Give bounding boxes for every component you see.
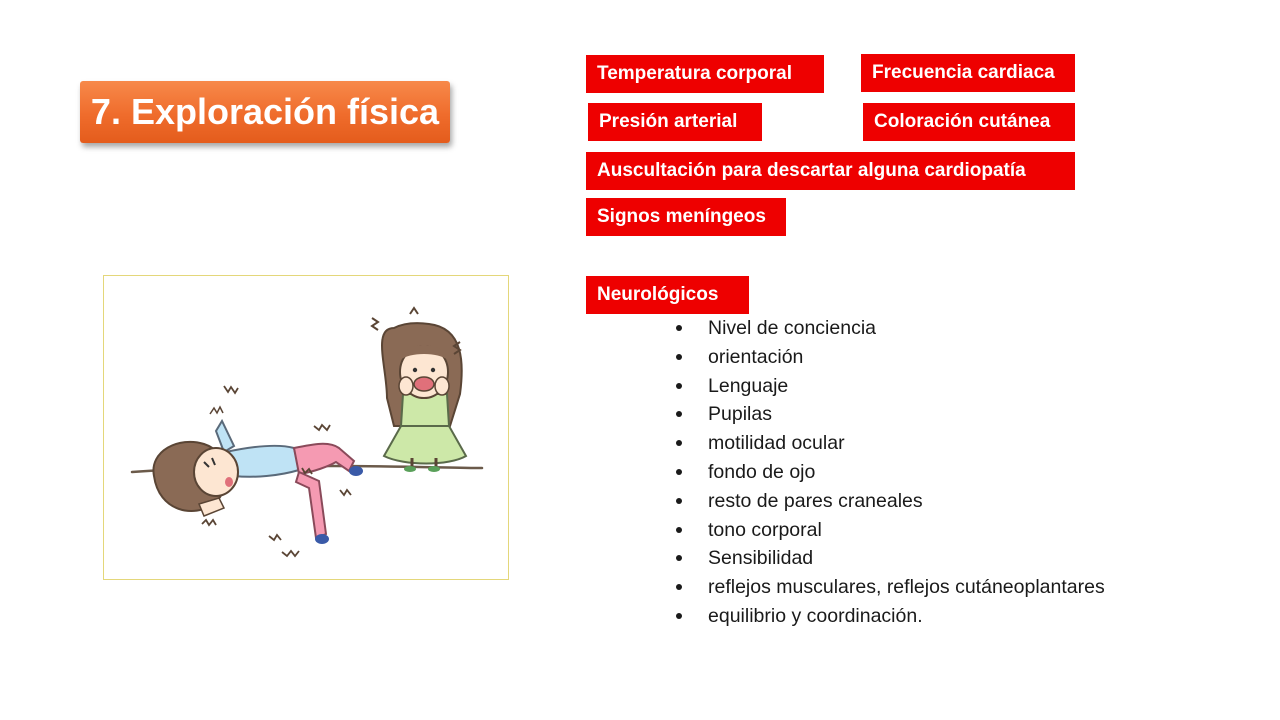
- list-item: tono corporal: [676, 516, 1105, 545]
- bullet-dot: [676, 527, 682, 533]
- lying-person-figure: [153, 407, 363, 544]
- bullet-dot: [676, 555, 682, 561]
- list-item: equilibrio y coordinación.: [676, 602, 1105, 631]
- tag-temperatura-corporal: Temperatura corporal: [586, 55, 824, 93]
- list-item: reflejos musculares, reflejos cutáneoplantares: [676, 573, 1105, 602]
- bullet-dot: [676, 440, 682, 446]
- list-item: Lenguaje: [676, 372, 1105, 401]
- tag-coloracion-cutanea: Coloración cutánea: [863, 103, 1075, 141]
- list-item: resto de pares craneales: [676, 487, 1105, 516]
- list-item: Nivel de conciencia: [676, 314, 1105, 343]
- list-item: Pupilas: [676, 400, 1105, 429]
- list-item: Sensibilidad: [676, 544, 1105, 573]
- bullet-dot: [676, 584, 682, 590]
- tag-auscultacion: Auscultación para descartar alguna cardiopatía: [586, 152, 1075, 190]
- tag-frecuencia-cardiaca: Frecuencia cardiaca: [861, 54, 1075, 92]
- bullet-dot: [676, 613, 682, 619]
- standing-girl-figure: [372, 308, 466, 472]
- bullet-dot: [676, 354, 682, 360]
- bullet-dot: [676, 383, 682, 389]
- seizure-illustration: [103, 275, 509, 580]
- list-item: orientación: [676, 343, 1105, 372]
- tag-signos-meningeos: Signos meníngeos: [586, 198, 786, 236]
- bullet-dot: [676, 325, 682, 331]
- tag-neurologicos: Neurológicos: [586, 276, 749, 314]
- list-item: fondo de ojo: [676, 458, 1105, 487]
- neurologicos-list: [676, 314, 1105, 631]
- bullet-dot: [676, 498, 682, 504]
- seizure-illustration-drawing: [104, 276, 508, 579]
- tag-presion-arterial: Presión arterial: [588, 103, 762, 141]
- slide-title: 7. Exploración física: [80, 81, 450, 143]
- list-item: motilidad ocular: [676, 429, 1105, 458]
- bullet-dot: [676, 411, 682, 417]
- bullet-dot: [676, 469, 682, 475]
